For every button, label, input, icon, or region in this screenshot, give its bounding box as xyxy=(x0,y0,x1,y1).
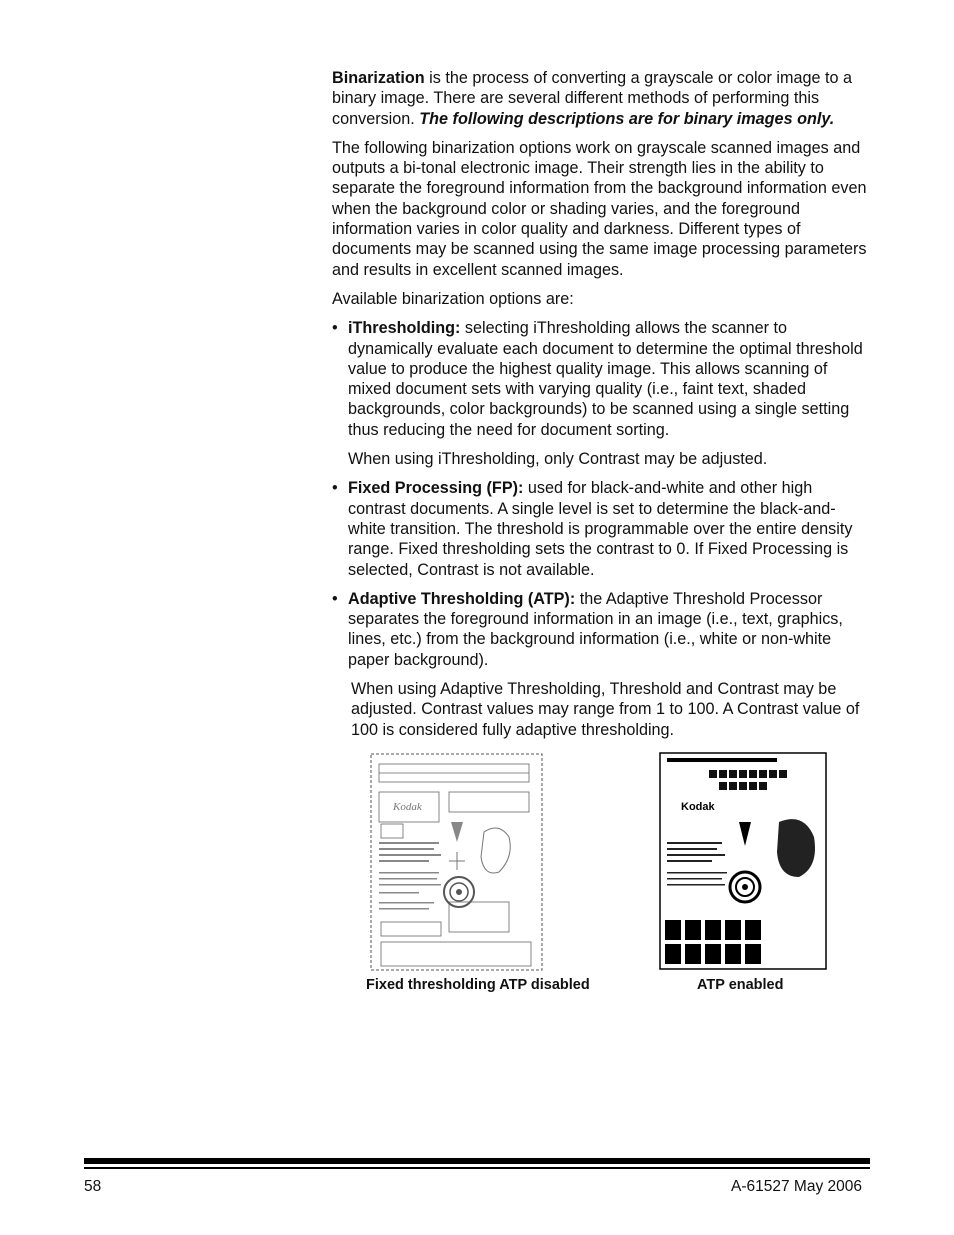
binarization-term: Binarization xyxy=(332,69,425,87)
bullet-title: Fixed Processing (FP): xyxy=(348,479,524,498)
bullet-title: iThresholding: xyxy=(348,319,461,338)
atp-enabled-caption: ATP enabled xyxy=(697,977,784,993)
kodak-logo: Kodak xyxy=(393,801,422,813)
footer-rule xyxy=(84,1158,870,1164)
atp-note: When using Adaptive Thresholding, Threshold and Contrast may be adjusted. Contrast values may range from 1 to 100. A Contrast value of 100 is considered fully adaptive thresholding. xyxy=(351,680,860,739)
bullet-fixed-processing: • Fixed Processing (FP): used for black-and-white and other high contrast documents. A single level is set to determine the black-and-white transition. The threshold is programmable over the entire density range. Fixed thresholding sets the contrast to 0. If Fixed Processing is selected, Contrast is not available. xyxy=(332,479,853,579)
options-lead-in: Available binarization options are: xyxy=(332,289,574,308)
kodak-logo: Kodak xyxy=(681,801,715,813)
bullet-ithresholding: • iThresholding: selecting iThresholding allows the scanner to dynamically evaluate each document to determine the optimal threshold value to produce the highest quality image. This allows scanning of mixed document sets with varying quality (i.e., faint text, shaded backgrounds, color backgrounds) to be scanned using a single setting thus reducing the need for document sorting. xyxy=(332,319,863,439)
fixed-thresholding-caption: Fixed thresholding ATP disabled xyxy=(366,977,590,993)
ithresholding-note: When using iThresholding, only Contrast may be adjusted. xyxy=(348,450,768,469)
page-number: 58 xyxy=(84,1178,102,1195)
document-id: A-61527 May 2006 xyxy=(731,1178,862,1195)
fixed-thresholding-sample-image xyxy=(369,752,544,972)
binary-only-emphasis: The following descriptions are for binary images only. xyxy=(419,109,835,128)
bullet-title: Adaptive Thresholding (ATP): xyxy=(348,589,576,608)
footer-rule-thin xyxy=(84,1167,870,1169)
atp-enabled-sample-image xyxy=(659,752,827,970)
body-text xyxy=(332,68,872,749)
intro-paragraph: Binarization is the process of converting a grayscale or color image to a binary image. There are several different methods of performing this conversion. The following descriptions are for binary images only. xyxy=(332,69,853,128)
binarization-description: The following binarization options work on grayscale scanned images and outputs a bi-tonal electronic image. Their strength lies in the ability to separate the foreground information from the background information even when the background color or shading varies, and the foreground information varies in color quality and darkness. Different types of documents may be scanned using the same image processing parameters and results in excellent scanned images. xyxy=(332,138,867,279)
bullet-adaptive-thresholding: • Adaptive Thresholding (ATP): the Adaptive Threshold Processor separates the foreground information in an image (i.e., text, graphics, lines, etc.) from the background information (i.e., white or non-white paper background). xyxy=(332,589,843,669)
